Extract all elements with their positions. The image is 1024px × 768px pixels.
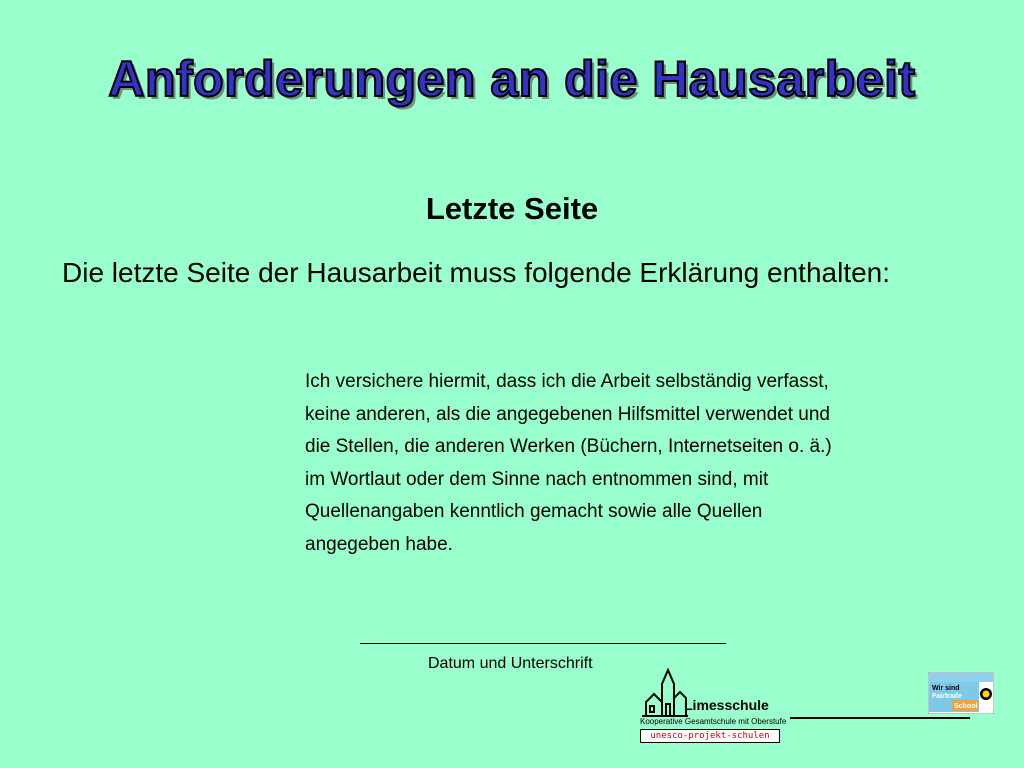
school-subtitle: Kooperative Gesamtschule mit Oberstufe	[640, 717, 787, 726]
declaration-line: im Wortlaut oder dem Sinne nach entnommen sind, mit	[305, 468, 769, 490]
declaration-line: Quellenangaben kenntlich gemacht sowie alle Quellen	[305, 501, 763, 522]
unesco-banner: unesco-projekt-schulen	[640, 729, 780, 743]
declaration-line: die Stellen, die anderen Werken (Büchern, Internetseiten o. ä.)	[305, 436, 832, 457]
declaration-line: Ich versichere hiermit, dass ich die Arbeit selbständig verfasst,	[305, 371, 829, 392]
fairtrade-school-logo	[928, 672, 994, 714]
declaration-block	[305, 366, 965, 561]
school-name: Limesschule	[684, 697, 769, 713]
signature-line	[360, 643, 726, 644]
fairtrade-text: Wir sind	[932, 685, 960, 692]
intro-text: Die letzte Seite der Hausarbeit muss folgende Erklärung enthalten:	[62, 257, 891, 288]
declaration-line: angegeben habe.	[305, 533, 453, 555]
footer-rule	[790, 717, 970, 719]
page-title: Anforderungen an die Hausarbeit	[108, 51, 916, 107]
section-subtitle: Letzte Seite	[425, 191, 599, 226]
fairtrade-text: Fairtrade	[932, 693, 962, 700]
fairtrade-text: School	[954, 703, 978, 710]
signature-label: Datum und Unterschrift	[428, 655, 593, 672]
declaration-line: keine anderen, als die angegebenen Hilfsmittel verwendet und	[305, 403, 830, 425]
